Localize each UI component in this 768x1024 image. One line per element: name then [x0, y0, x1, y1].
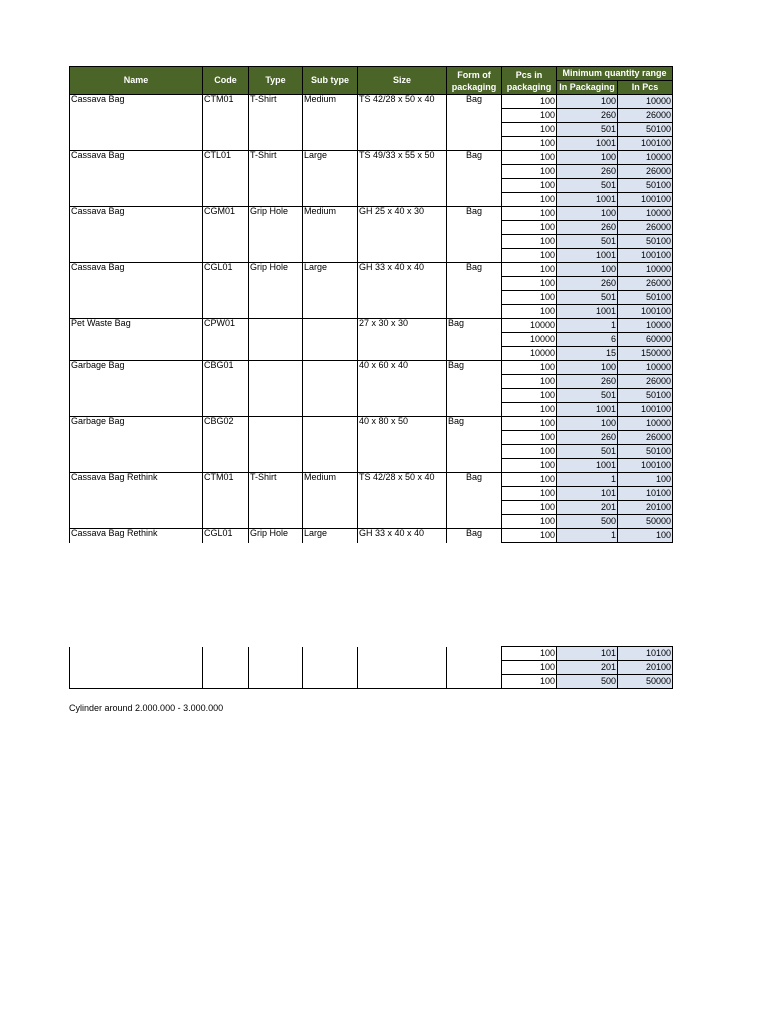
product-code: CTM01	[203, 473, 249, 529]
in-pcs-cell: 26000	[618, 165, 673, 179]
in-pcs-cell: 100100	[618, 193, 673, 207]
product-subtype: Medium	[303, 207, 358, 263]
product-name: Cassava Bag	[70, 151, 203, 207]
product-name: Cassava Bag	[70, 95, 203, 151]
pcs-in-packaging-cell: 100	[502, 137, 557, 151]
blank-code-cell	[203, 647, 249, 689]
pcs-in-packaging-cell: 100	[502, 515, 557, 529]
pcs-in-packaging-cell: 100	[502, 431, 557, 445]
pcs-in-packaging-cell: 100	[502, 207, 557, 221]
table-row	[70, 319, 673, 333]
product-name: Garbage Bag	[70, 417, 203, 473]
in-packaging-cell: 1001	[557, 137, 618, 151]
pcs-in-packaging-cell: 100	[502, 193, 557, 207]
table-row	[70, 151, 673, 165]
pcs-in-packaging-cell: 10000	[502, 347, 557, 361]
product-type: T-Shirt	[249, 95, 303, 151]
product-form: Bag	[447, 361, 502, 417]
blank-size-cell	[358, 647, 447, 689]
product-size: TS 42/28 x 50 x 40	[358, 95, 447, 151]
product-name: Cassava Bag	[70, 207, 203, 263]
header-in-pcs: In Pcs	[618, 81, 673, 95]
in-packaging-cell: 1001	[557, 403, 618, 417]
product-size: TS 42/28 x 50 x 40	[358, 473, 447, 529]
pcs-in-packaging-cell: 100	[502, 291, 557, 305]
blank-subtype-cell	[303, 647, 358, 689]
product-subtype: Medium	[303, 473, 358, 529]
table-row	[70, 207, 673, 221]
in-pcs-cell: 100	[618, 529, 673, 543]
in-pcs-cell: 100100	[618, 403, 673, 417]
product-form: Bag	[447, 207, 502, 263]
in-pcs-cell: 26000	[618, 221, 673, 235]
pcs-in-packaging-cell: 100	[502, 459, 557, 473]
pcs-in-packaging-cell: 100	[502, 165, 557, 179]
product-size: TS 49/33 x 55 x 50	[358, 151, 447, 207]
header-name: Name	[70, 67, 203, 95]
in-packaging-cell: 260	[557, 165, 618, 179]
in-pcs-cell: 50000	[618, 515, 673, 529]
product-name: Cassava Bag	[70, 263, 203, 319]
in-pcs-cell: 10000	[618, 417, 673, 431]
blank-form-cell	[447, 647, 502, 689]
in-pcs-cell: 50100	[618, 291, 673, 305]
pcs-in-packaging-cell: 100	[502, 361, 557, 375]
product-subtype: Medium	[303, 95, 358, 151]
in-packaging-cell: 501	[557, 235, 618, 249]
in-packaging-cell: 501	[557, 389, 618, 403]
in-pcs-cell: 100100	[618, 249, 673, 263]
product-type: Grip Hole	[249, 207, 303, 263]
product-code: CTM01	[203, 95, 249, 151]
table-row	[70, 647, 673, 661]
in-packaging-cell: 100	[557, 207, 618, 221]
product-name: Pet Waste Bag	[70, 319, 203, 361]
pcs-in-packaging-cell: 100	[502, 403, 557, 417]
pcs-in-packaging-cell: 100	[502, 417, 557, 431]
table-row	[70, 95, 673, 109]
product-form: Bag	[447, 151, 502, 207]
header-in-packaging: In Packaging	[557, 81, 618, 95]
table-row	[70, 473, 673, 487]
in-packaging-cell: 500	[557, 515, 618, 529]
pcs-in-packaging-cell: 100	[502, 95, 557, 109]
product-type: Grip Hole	[249, 263, 303, 319]
pcs-in-packaging-cell: 100	[502, 249, 557, 263]
in-packaging-cell: 101	[557, 647, 618, 661]
in-pcs-cell: 10000	[618, 319, 673, 333]
pcs-in-packaging-cell: 100	[502, 375, 557, 389]
pcs-in-packaging-cell: 100	[502, 501, 557, 515]
in-pcs-cell: 10000	[618, 207, 673, 221]
in-packaging-cell: 501	[557, 123, 618, 137]
in-packaging-cell: 100	[557, 263, 618, 277]
header-code: Code	[203, 67, 249, 95]
in-packaging-cell: 260	[557, 375, 618, 389]
in-packaging-cell: 1	[557, 319, 618, 333]
in-pcs-cell: 50100	[618, 235, 673, 249]
product-form: Bag	[447, 95, 502, 151]
pcs-in-packaging-cell: 10000	[502, 333, 557, 347]
in-pcs-cell: 26000	[618, 277, 673, 291]
pcs-in-packaging-cell: 100	[502, 305, 557, 319]
pcs-in-packaging-cell: 100	[502, 529, 557, 543]
table-row	[70, 529, 673, 543]
product-form: Bag	[447, 319, 502, 361]
pcs-in-packaging-cell: 10000	[502, 319, 557, 333]
in-pcs-cell: 10000	[618, 361, 673, 375]
product-subtype: Large	[303, 151, 358, 207]
in-pcs-cell: 50100	[618, 179, 673, 193]
in-packaging-cell: 1001	[557, 459, 618, 473]
in-pcs-cell: 100100	[618, 137, 673, 151]
product-code: CGM01	[203, 207, 249, 263]
pcs-in-packaging-cell: 100	[502, 675, 557, 689]
product-subtype	[303, 417, 358, 473]
pcs-in-packaging-cell: 100	[502, 123, 557, 137]
in-packaging-cell: 500	[557, 675, 618, 689]
product-type	[249, 417, 303, 473]
in-packaging-cell: 501	[557, 445, 618, 459]
pcs-in-packaging-cell: 100	[502, 151, 557, 165]
in-packaging-cell: 100	[557, 417, 618, 431]
in-packaging-cell: 260	[557, 431, 618, 445]
product-form: Bag	[447, 529, 502, 543]
product-code: CTL01	[203, 151, 249, 207]
in-pcs-cell: 26000	[618, 109, 673, 123]
product-code: CPW01	[203, 319, 249, 361]
table-row	[70, 263, 673, 277]
in-packaging-cell: 100	[557, 95, 618, 109]
product-type: Grip Hole	[249, 529, 303, 543]
product-size: 27 x 30 x 30	[358, 319, 447, 361]
product-form: Bag	[447, 473, 502, 529]
pcs-in-packaging-cell: 100	[502, 109, 557, 123]
in-pcs-cell: 50100	[618, 389, 673, 403]
product-size: GH 33 x 40 x 40	[358, 263, 447, 319]
in-packaging-cell: 1001	[557, 305, 618, 319]
in-packaging-cell: 1001	[557, 249, 618, 263]
table-row	[70, 417, 673, 431]
in-pcs-cell: 10100	[618, 647, 673, 661]
pcs-in-packaging-cell: 100	[502, 473, 557, 487]
product-code: CBG01	[203, 361, 249, 417]
in-packaging-cell: 101	[557, 487, 618, 501]
header-form-of-packaging	[447, 67, 502, 95]
product-type	[249, 319, 303, 361]
header-pcs-line1: Pcs in	[515, 69, 543, 80]
table-row	[70, 361, 673, 375]
pcs-in-packaging-cell: 100	[502, 647, 557, 661]
product-size: 40 x 80 x 50	[358, 417, 447, 473]
product-name: Garbage Bag	[70, 361, 203, 417]
product-subtype: Large	[303, 263, 358, 319]
product-name: Cassava Bag Rethink	[70, 473, 203, 529]
in-pcs-cell: 26000	[618, 375, 673, 389]
blank-type-cell	[249, 647, 303, 689]
in-pcs-cell: 50100	[618, 123, 673, 137]
product-code: CBG02	[203, 417, 249, 473]
header-min-quantity-range: Minimum quantity range	[557, 67, 673, 81]
pcs-in-packaging-cell: 100	[502, 263, 557, 277]
in-packaging-cell: 201	[557, 661, 618, 675]
product-form: Bag	[447, 263, 502, 319]
product-form: Bag	[447, 417, 502, 473]
product-size: GH 33 x 40 x 40	[358, 529, 447, 543]
in-packaging-cell: 260	[557, 221, 618, 235]
product-subtype	[303, 361, 358, 417]
continuation-table	[69, 646, 673, 689]
in-pcs-cell: 10100	[618, 487, 673, 501]
in-pcs-cell: 26000	[618, 431, 673, 445]
header-size: Size	[358, 67, 447, 95]
product-size: 40 x 60 x 40	[358, 361, 447, 417]
in-pcs-cell: 60000	[618, 333, 673, 347]
in-pcs-cell: 100100	[618, 459, 673, 473]
in-pcs-cell: 20100	[618, 661, 673, 675]
header-pcs-in-packaging	[502, 67, 557, 95]
product-subtype	[303, 319, 358, 361]
product-code: CGL01	[203, 529, 249, 543]
cylinder-note: Cylinder around 2.000.000 - 3.000.000	[69, 703, 224, 713]
pcs-in-packaging-cell: 100	[502, 235, 557, 249]
product-size: GH 25 x 40 x 30	[358, 207, 447, 263]
product-code: CGL01	[203, 263, 249, 319]
pcs-in-packaging-cell: 100	[502, 661, 557, 675]
in-packaging-cell: 15	[557, 347, 618, 361]
in-packaging-cell: 100	[557, 361, 618, 375]
in-pcs-cell: 50100	[618, 445, 673, 459]
in-pcs-cell: 10000	[618, 263, 673, 277]
in-pcs-cell: 10000	[618, 151, 673, 165]
product-type: T-Shirt	[249, 473, 303, 529]
in-packaging-cell: 1	[557, 473, 618, 487]
in-pcs-cell: 150000	[618, 347, 673, 361]
in-packaging-cell: 1001	[557, 193, 618, 207]
header-form-line2: packaging	[451, 81, 497, 92]
pcs-in-packaging-cell: 100	[502, 277, 557, 291]
in-packaging-cell: 6	[557, 333, 618, 347]
product-table	[69, 66, 673, 543]
header-type: Type	[249, 67, 303, 95]
in-packaging-cell: 260	[557, 277, 618, 291]
pcs-in-packaging-cell: 100	[502, 221, 557, 235]
in-pcs-cell: 50000	[618, 675, 673, 689]
in-packaging-cell: 501	[557, 179, 618, 193]
in-pcs-cell: 20100	[618, 501, 673, 515]
header-pcs-line2: packaging	[506, 81, 552, 92]
product-type: T-Shirt	[249, 151, 303, 207]
pcs-in-packaging-cell: 100	[502, 445, 557, 459]
in-packaging-cell: 1	[557, 529, 618, 543]
product-type	[249, 361, 303, 417]
product-subtype: Large	[303, 529, 358, 543]
header-subtype: Sub type	[303, 67, 358, 95]
in-pcs-cell: 100100	[618, 305, 673, 319]
in-pcs-cell: 100	[618, 473, 673, 487]
in-pcs-cell: 10000	[618, 95, 673, 109]
in-packaging-cell: 260	[557, 109, 618, 123]
header-form-line1: Form of	[457, 69, 491, 80]
blank-name-cell	[70, 647, 203, 689]
pcs-in-packaging-cell: 100	[502, 487, 557, 501]
product-name: Cassava Bag Rethink	[70, 529, 203, 543]
in-packaging-cell: 201	[557, 501, 618, 515]
in-packaging-cell: 100	[557, 151, 618, 165]
in-packaging-cell: 501	[557, 291, 618, 305]
pcs-in-packaging-cell: 100	[502, 389, 557, 403]
pcs-in-packaging-cell: 100	[502, 179, 557, 193]
